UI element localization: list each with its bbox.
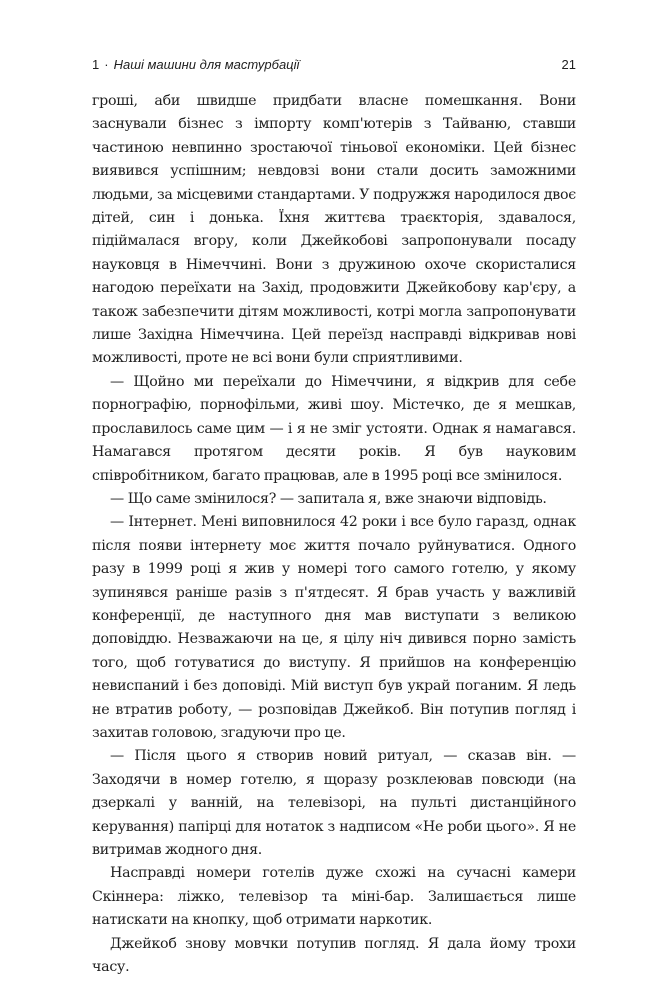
paragraph-continued: гроші, аби швидше придбати власне помешкання. Вони заснували бізнес з імпорту комп'ютерів з Тайваню, ставши частиною невпинно зростаючої тіньової економіки. Цей бізнес виявився успішним; невдовзі вони стали досить заможними людьми, за місцевими стандартами. У подружжя народилося двоє дітей, син і донька. Їхня життєва траєкторія, здавалося, підіймалася вгору, коли Джейкобові запропонували посаду науковця в Німеччині. Вони з дружиною охоче скористалися нагодою переїхати на Захід, продовжити Джейкобову кар'єру, а також забезпечити дітям можливості, котрі могла запропонувати лише Західна Німеччина. Цей переїзд насправді відкривав нові можливості, проте не всі вони були сприятливими. <box>92 93 576 367</box>
paragraph: Насправді номери готелів дуже схожі на сучасні камери Скіннера: ліжко, телевізор та міні-бар. Залишається лише натискати на кнопку, щоб отримати наркотик. <box>92 865 576 929</box>
header-separator: · <box>104 57 109 72</box>
running-head <box>92 53 576 77</box>
paragraph-dialogue: — Що саме змінилося? — запитала я, вже знаючи відповідь. <box>110 490 547 507</box>
page-number: 21 <box>561 57 576 72</box>
chapter-title: Наші машини для мастурбації <box>113 57 300 72</box>
paragraph: Джейкоб знову мовчки потупив погляд. Я дала йому трохи часу. <box>92 935 576 976</box>
paragraph-dialogue: — Щойно ми переїхали до Німеччини, я відкрив для себе порнографію, порнофільми, живі шоу. Містечко, де я мешкав, прославилось саме цим — і я не зміг устояти. Однак я намагався. Намагався протягом десяти років. Я був науковим співробітником, багато працював, але в 1995 році все змінилося. <box>92 373 576 484</box>
paragraph-dialogue: — Після цього я створив новий ритуал, — сказав він. — Заходячи в номер готелю, я щоразу розклеював повсюди (на дзеркалі у ванній, на телевізорі, на пульті дистанційного керування) папірці для нотаток з надписом «Не роби цього». Я не витримав жодного дня. <box>92 748 576 858</box>
chapter-number: 1 <box>92 57 100 72</box>
body-text <box>92 90 576 979</box>
paragraph-dialogue: — Інтернет. Мені виповнилося 42 роки і все було гаразд, однак після появи інтернету моє життя почало руйнуватися. Одного разу в 1999 році я жив у номері того самого готелю, у якому зупинявся раніше разів з п'ятдесят. Я брав участь у важливій конференції, де наступного дня мав виступати з великою доповіддю. Незважаючи на це, я цілу ніч дивився порно замість того, щоб готуватися до виступу. Я прийшов на конференцію невиспаний і без доповіді. Мій виступ був украй поганим. Я ледь не втратив роботу, — розповідав Джейкоб. Він потупив погляд і захитав головою, згадуючи про це. <box>92 514 576 741</box>
